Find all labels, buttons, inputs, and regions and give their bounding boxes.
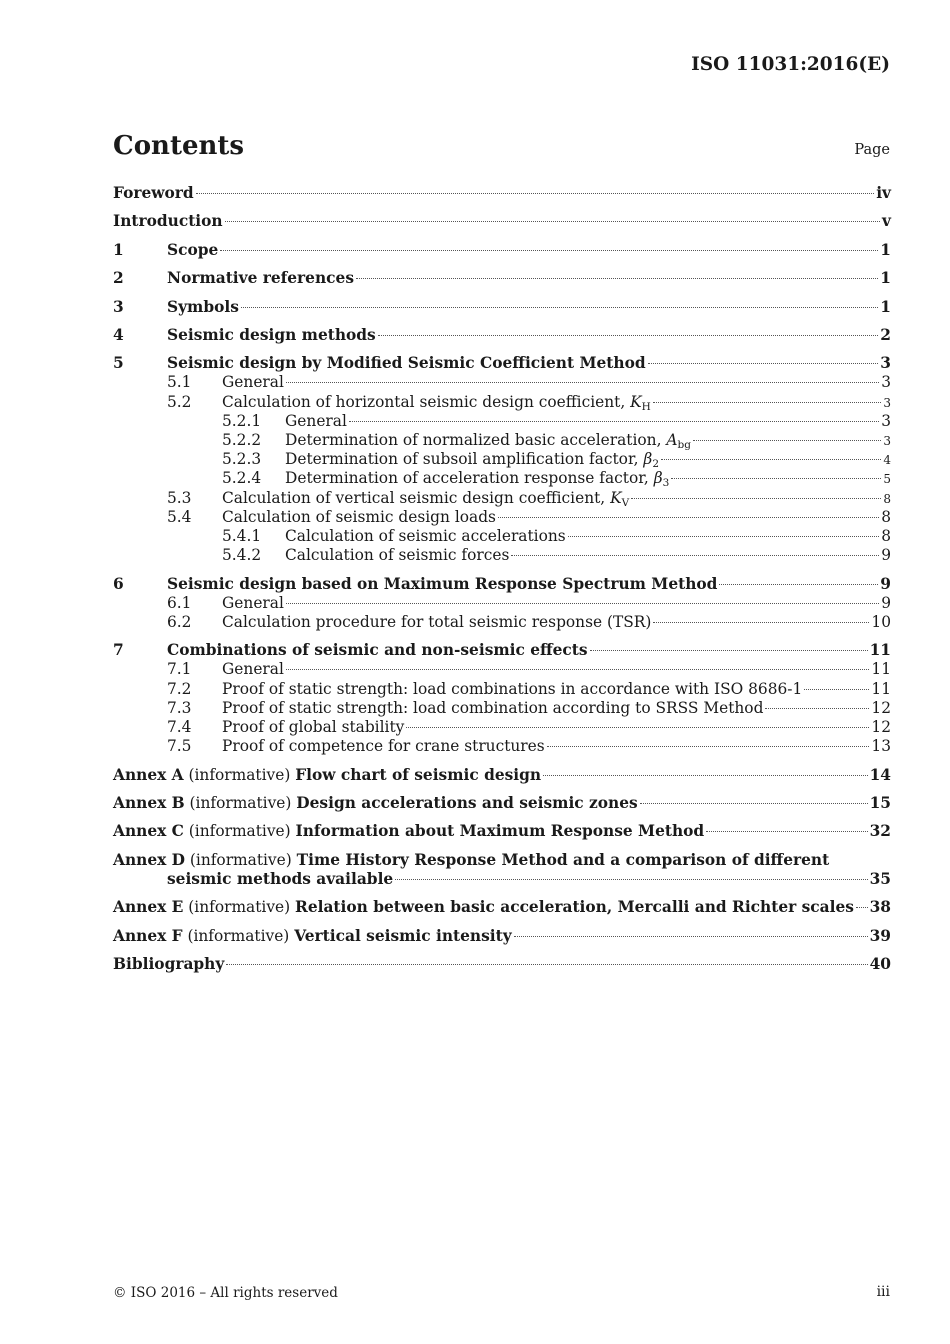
toc-title [113, 766, 541, 785]
toc-title: General [222, 660, 284, 679]
toc-entry-5-2[interactable] [113, 393, 891, 412]
annex-type: (informative) [182, 926, 295, 945]
leader-dots [568, 536, 880, 537]
toc-title [113, 898, 854, 917]
leader-dots [765, 708, 869, 709]
leader-dots [640, 803, 868, 804]
toc-title: Proof of static strength: load combination according to SRSS Method [222, 698, 764, 717]
toc-title-text: Calculation of vertical seismic design coefficient, [222, 488, 611, 507]
toc-entry-annex-b[interactable] [113, 794, 891, 813]
toc-page: 39 [869, 926, 891, 945]
toc-page: 3 [883, 395, 891, 410]
toc-title: General [285, 411, 347, 430]
leader-dots [590, 650, 868, 651]
toc-title-text: Determination of subsoil amplification factor, [285, 450, 644, 469]
annex-type: (informative) [184, 793, 297, 812]
math-subscript: V [621, 496, 630, 509]
leader-dots [220, 250, 878, 251]
toc-entry-annex-a[interactable] [113, 766, 891, 785]
toc-entry-4[interactable] [113, 326, 891, 345]
toc-page: 3 [881, 411, 891, 430]
leader-dots [356, 278, 878, 279]
toc-entry-6-1[interactable] [113, 594, 891, 613]
contents-title: Contents [113, 131, 245, 161]
toc-entry-5-4-2[interactable] [113, 546, 891, 565]
toc-number: 5.4.1 [222, 526, 262, 545]
toc-page: 32 [869, 822, 891, 841]
leader-dots [225, 221, 880, 222]
toc-entry-7-1[interactable] [113, 660, 891, 679]
toc-entry-3[interactable] [113, 298, 891, 317]
document-id: ISO 11031:2016(E) [691, 54, 890, 75]
toc-title: Introduction [113, 212, 223, 231]
leader-dots [349, 421, 879, 422]
toc-entry-7-2[interactable] [113, 680, 891, 699]
math-variable: K [610, 488, 622, 507]
leader-dots [671, 478, 881, 479]
toc-page: v [882, 212, 891, 231]
math-subscript: 2 [652, 458, 659, 471]
annex-label: Annex E [113, 898, 184, 917]
toc-title: Proof of global stability [222, 718, 405, 736]
toc-number: 5.2.4 [222, 469, 262, 488]
toc-entry-foreword[interactable] [113, 184, 891, 203]
toc-entry-annex-f[interactable] [113, 927, 891, 946]
leader-dots [286, 382, 879, 383]
toc-page: 2 [880, 325, 891, 344]
toc-number: 1 [113, 240, 124, 259]
toc-title-text: Determination of acceleration response factor, [285, 469, 654, 488]
annex-label: Annex A [113, 765, 184, 784]
toc-page: 40 [869, 955, 891, 973]
leader-dots [226, 964, 867, 965]
toc-page: 12 [871, 718, 891, 736]
annex-title: Time History Response Method and a comparison of different [296, 850, 830, 869]
leader-dots [661, 459, 881, 460]
toc-number: 5.1 [167, 373, 192, 392]
toc-page: 35 [869, 869, 891, 888]
leader-dots [286, 603, 879, 604]
toc-number: 7 [113, 641, 124, 660]
leader-dots [511, 555, 879, 556]
annex-type: (informative) [183, 898, 296, 917]
toc-number: 7.1 [167, 660, 192, 679]
toc-page: 1 [880, 297, 891, 316]
toc-number: 3 [113, 297, 124, 316]
toc-entry-2[interactable] [113, 269, 891, 288]
toc-entry-6[interactable] [113, 575, 891, 594]
toc-title: Proof of static strength: load combinations in accordance with ISO 8686-1 [222, 679, 803, 698]
annex-type: (informative) [183, 765, 296, 784]
math-variable: β [653, 469, 663, 488]
toc-title: General [222, 373, 284, 392]
annex-title-continued: seismic methods available [167, 869, 394, 888]
toc-page: 1 [880, 240, 891, 259]
toc-title: Normative references [167, 269, 354, 288]
toc-title: Seismic design by Modified Seismic Coefficient Method [167, 354, 646, 373]
toc-page: 1 [880, 269, 891, 288]
leader-dots [378, 335, 879, 336]
toc-entry-5[interactable] [113, 354, 891, 373]
toc-entry-6-2[interactable] [113, 613, 891, 632]
toc-entry-7-3[interactable] [113, 699, 891, 718]
toc-title: Calculation of seismic forces [285, 546, 510, 565]
toc-number: 5.2 [167, 392, 192, 411]
math-variable: A [666, 431, 678, 449]
leader-dots [547, 746, 870, 747]
toc-number: 7.5 [167, 737, 192, 756]
toc-number: 6.1 [167, 593, 192, 612]
toc-page: 15 [869, 793, 891, 812]
leader-dots [719, 584, 878, 585]
toc-number: 7.4 [167, 718, 192, 736]
toc-number: 4 [113, 325, 124, 344]
toc-entry-5-2-4[interactable] [113, 469, 891, 488]
toc-number: 5.2.1 [222, 411, 262, 430]
toc-page: 10 [871, 612, 891, 631]
leader-dots [241, 307, 878, 308]
annex-title: Relation between basic acceleration, Mercalli and Richter scales [295, 898, 854, 917]
math-subscript: H [641, 400, 651, 413]
toc-title: Seismic design based on Maximum Response Spectrum Method [167, 574, 718, 593]
toc-title: Foreword [113, 184, 194, 202]
toc-page: iv [876, 184, 891, 202]
toc-number: 5.4 [167, 507, 192, 526]
toc-page: 8 [881, 507, 891, 526]
toc-title [113, 851, 891, 870]
toc-page: 13 [871, 737, 891, 756]
toc-page: 11 [871, 679, 891, 698]
toc-entry-annex-e[interactable] [113, 898, 891, 917]
leader-dots [648, 363, 879, 364]
leader-dots [406, 727, 869, 728]
toc-page: 3 [881, 373, 891, 392]
toc-title [113, 822, 704, 841]
toc-page: 4 [883, 453, 891, 468]
math-variable: β [643, 450, 653, 469]
toc-entry-5-3[interactable] [113, 489, 891, 508]
toc-page: 12 [871, 698, 891, 717]
toc-entry-5-2-3[interactable] [113, 450, 891, 469]
annex-title: Vertical seismic intensity [294, 926, 512, 945]
toc-number: 5.2.3 [222, 450, 262, 469]
annex-type: (informative) [183, 822, 296, 841]
leader-dots [693, 440, 881, 441]
annex-title: Design accelerations and seismic zones [296, 793, 638, 812]
toc-title [113, 794, 638, 813]
toc-title: Calculation of seismic design loads [222, 507, 496, 526]
page-column-label: Page [854, 142, 890, 158]
toc-page: 14 [869, 765, 891, 784]
toc-title: Proof of competence for crane structures [222, 737, 545, 756]
toc-page: 5 [883, 472, 891, 487]
toc-page: 11 [869, 641, 891, 660]
annex-title: Flow chart of seismic design [295, 765, 542, 784]
toc-title: Symbols [167, 297, 239, 316]
toc-title: General [222, 593, 284, 612]
annex-title: Information about Maximum Response Method [295, 822, 705, 841]
annex-label: Annex C [113, 822, 184, 841]
leader-dots [631, 498, 881, 499]
copyright-notice: © ISO 2016 – All rights reserved [113, 1285, 338, 1301]
leader-dots [395, 879, 867, 880]
leader-dots [804, 689, 869, 690]
toc-title [113, 927, 512, 946]
math-variable: K [630, 392, 642, 411]
leader-dots [653, 402, 882, 403]
leader-dots [653, 622, 869, 623]
toc-page: 3 [880, 354, 891, 373]
toc-number: 6 [113, 574, 124, 593]
toc-title: Scope [167, 240, 219, 259]
toc-page: 9 [881, 593, 891, 612]
math-subscript: 3 [662, 477, 670, 490]
leader-dots [498, 517, 879, 518]
leader-dots [706, 831, 867, 832]
toc-title-text: Determination of normalized basic acceleration, [285, 431, 667, 449]
page-number: iii [876, 1284, 890, 1300]
toc-page: 8 [881, 526, 891, 545]
toc-entry-7-4[interactable] [113, 718, 891, 737]
toc-number: 5.3 [167, 488, 192, 507]
toc-entry-5-4-1[interactable] [113, 527, 891, 546]
toc-number: 5 [113, 354, 124, 373]
annex-label: Annex F [113, 926, 183, 945]
toc-page: 9 [880, 574, 891, 593]
toc-title-text: Calculation of horizontal seismic design coefficient, [222, 392, 631, 411]
toc-entry-5-1[interactable] [113, 373, 891, 392]
toc-number: 2 [113, 269, 124, 288]
leader-dots [856, 907, 868, 908]
toc-page: 3 [883, 434, 891, 448]
toc-title: Seismic design methods [167, 325, 376, 344]
leader-dots [514, 936, 868, 937]
toc-title: Bibliography [113, 955, 225, 973]
toc-number: 6.2 [167, 612, 192, 631]
toc-page: 8 [883, 491, 891, 506]
toc-page: 38 [869, 898, 891, 917]
toc-number: 5.4.2 [222, 546, 262, 565]
toc-number: 7.3 [167, 698, 192, 717]
toc-number: 7.2 [167, 679, 192, 698]
toc-entry-introduction[interactable] [113, 212, 891, 231]
leader-dots [196, 193, 875, 194]
table-of-contents [113, 184, 891, 974]
annex-type: (informative) [185, 850, 297, 869]
math-subscript: bg [677, 439, 691, 451]
annex-label: Annex B [113, 793, 185, 812]
toc-title: Calculation procedure for total seismic response (TSR) [222, 612, 652, 631]
toc-title: Combinations of seismic and non-seismic effects [167, 641, 588, 660]
leader-dots [286, 669, 870, 670]
toc-entry-7-5[interactable] [113, 737, 891, 756]
toc-entry-7[interactable] [113, 641, 891, 660]
toc-entry-1[interactable] [113, 241, 891, 260]
toc-entry-annex-d[interactable] [113, 851, 891, 889]
toc-title: Calculation of seismic accelerations [285, 526, 566, 545]
leader-dots [543, 775, 867, 776]
toc-entry-bibliography[interactable] [113, 955, 891, 974]
toc-entry-annex-c[interactable] [113, 822, 891, 841]
toc-entry-5-2-2[interactable] [113, 431, 891, 450]
toc-page: 11 [871, 660, 891, 679]
toc-page: 9 [881, 546, 891, 565]
toc-number: 5.2.2 [222, 431, 262, 449]
annex-label: Annex D [113, 850, 185, 869]
